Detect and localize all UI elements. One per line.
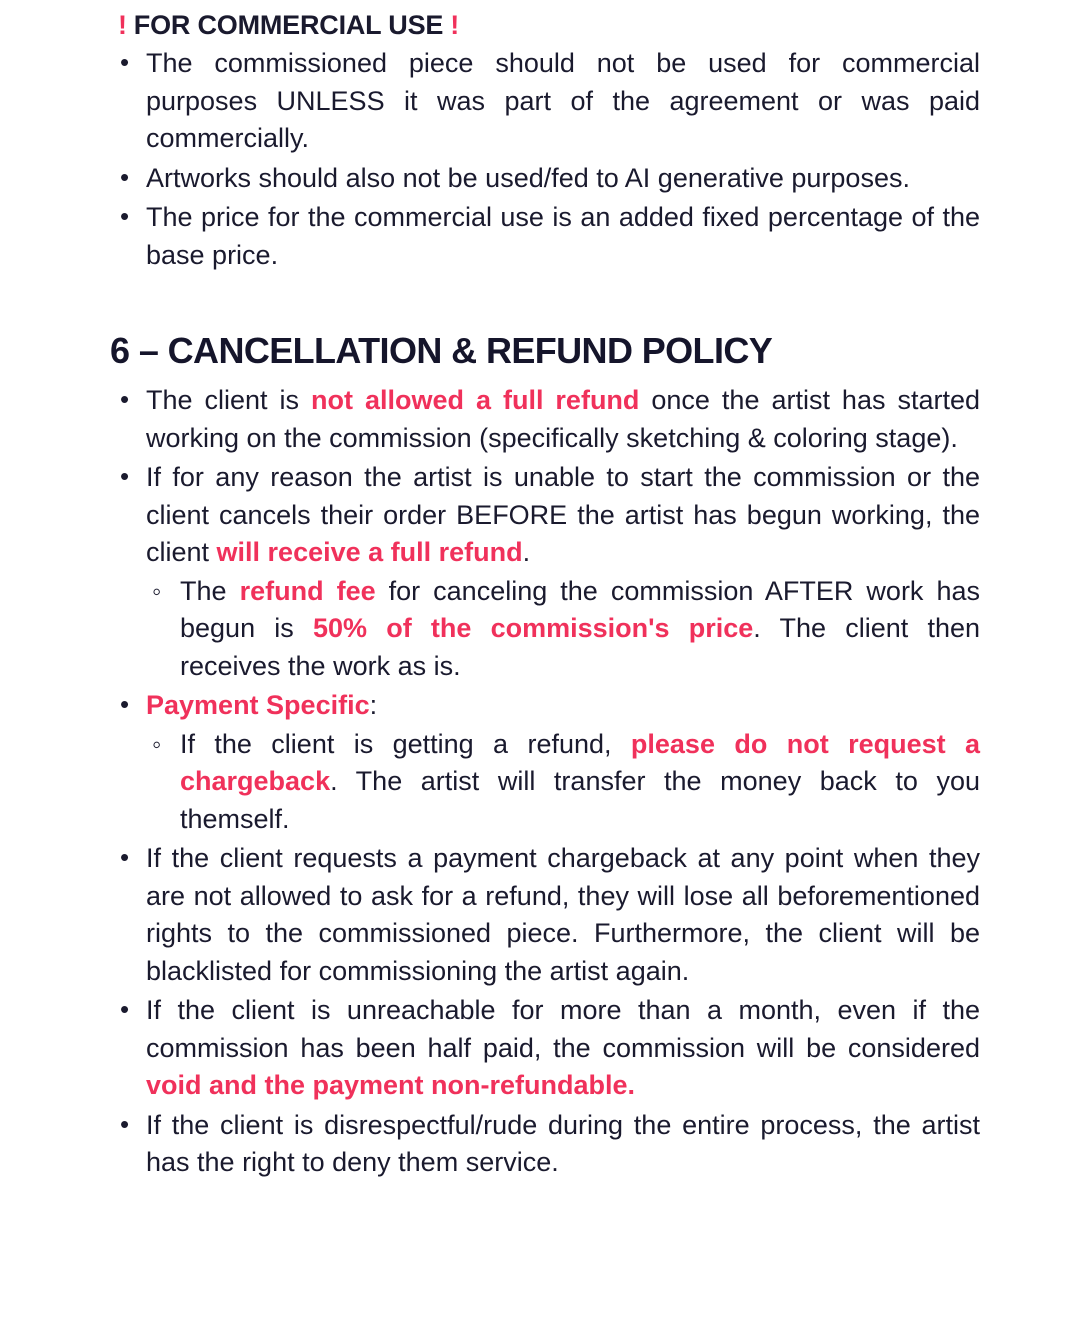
highlight-full-refund: will receive a full refund — [216, 537, 523, 568]
list-item: • The commissioned piece should not be used for commercial purposes UNLESS it was part of the agreement or was paid commercially. — [110, 45, 980, 158]
warning-bang-left-icon: ! — [118, 10, 127, 40]
highlight-refund-fee: refund fee — [239, 575, 376, 606]
cancellation-policy-list — [110, 382, 980, 1182]
list-item: • The price for the commercial use is an added fixed percentage of the base price. — [110, 199, 980, 274]
payment-specific-label: Payment Specific — [146, 690, 370, 721]
refund-fee-sublist — [146, 573, 980, 686]
page-title: 6 – CANCELLATION & REFUND POLICY — [110, 330, 773, 372]
list-item: ◦ The refund fee for canceling the commission AFTER work has begun is 50% of the commission's price. The client then receives the work as is. — [146, 573, 980, 686]
list-item: • If the client is disrespectful/rude during the entire process, the artist has the right to deny them service. — [110, 1107, 980, 1182]
warning-bang-right-icon: ! — [450, 10, 459, 40]
highlight-no-chargeback: please do not request a chargeback — [180, 728, 981, 797]
commercial-use-heading — [118, 10, 980, 41]
highlight-void-nonrefundable: void and the payment non-refundable. — [146, 1070, 636, 1101]
highlight-no-full-refund: not allowed a full refund — [311, 385, 640, 416]
commercial-use-title: FOR COMMERCIAL USE — [133, 10, 444, 40]
list-item: • Payment Specific: ◦ If the client is getting a refund, please do not request a chargeback. The artist will transfer the money back to you themself. — [110, 687, 980, 838]
payment-specific-sublist — [146, 726, 980, 839]
list-item: ◦ If the client is getting a refund, please do not request a chargeback. The artist will transfer the money back to you themself. — [146, 726, 980, 839]
commercial-use-list — [110, 45, 980, 274]
list-item: • If for any reason the artist is unable to start the commission or the client cancels their order BEFORE the artist has begun working, the client will receive a full refund. ◦ The refund fee for canceling the commission AFTER work has begun is 50% of the commission's price. The client then receives the work as is. — [110, 459, 980, 685]
list-item: • Artworks should also not be used/fed to AI generative purposes. — [110, 160, 980, 198]
list-item: • The client is not allowed a full refund once the artist has started working on the commission (specifically sketching & coloring stage). — [110, 382, 980, 457]
list-item: • If the client requests a payment chargeback at any point when they are not allowed to ask for a refund, they will lose all beforementioned rights to the commissioned piece. Furthermore, the client will be blacklisted for commissioning the artist again. — [110, 840, 980, 990]
highlight-fifty-percent: 50% of the commission's price — [312, 613, 754, 644]
list-item: • If the client is unreachable for more than a month, even if the commission has been half paid, the commission will be considered void and the payment non-refundable. — [110, 992, 980, 1105]
